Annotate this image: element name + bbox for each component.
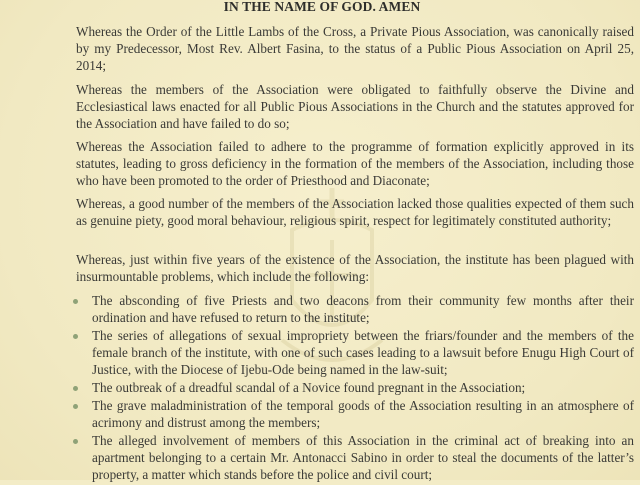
problems-list bbox=[92, 293, 634, 485]
list-item bbox=[92, 293, 634, 327]
whereas-paragraph: Whereas the Association failed to adhere to the programme of formation explicitly approved in its statutes, leading to gross deficiency in the formation of the members of the Association, including those who have been promoted to the order of Priesthood and Diaconate; bbox=[76, 139, 634, 188]
list-item bbox=[92, 328, 634, 378]
bullet-icon bbox=[73, 386, 78, 391]
bullet-icon bbox=[73, 299, 78, 304]
list-item-text: The alleged involvement of members of this Association in the criminal act of breaking into an apartment belonging to a certain Mr. Antonacci Sabino in order to steal the documents of the latter’s property, a matter which stands before the police and civil court; bbox=[92, 433, 634, 482]
list-item-text: The absconding of five Priests and two deacons from their community few months after their ordination and have refused to return to the institute; bbox=[92, 293, 634, 325]
whereas-paragraph: Whereas, a good number of the members of the Association lacked those qualities expected of them such as genuine piety, good moral behaviour, religious spirit, respect for legitimately constituted authority; bbox=[76, 196, 634, 228]
list-item-text: The outbreak of a dreadful scandal of a Novice found pregnant in the Association; bbox=[92, 379, 526, 395]
list-item bbox=[92, 398, 634, 432]
whereas-paragraph: Whereas the members of the Association were obligated to faithfully observe the Divine and Ecclesiastical laws enacted for all Public Pious Associations in the Church and the statutes approved for the Association and have failed to do so; bbox=[76, 82, 634, 131]
whereas-paragraph: Whereas the Order of the Little Lambs of the Cross, a Private Pious Association, was canonically raised by my Predecessor, Most Rev. Albert Fasina, to the status of a Public Pious Association on April 25, 2014; bbox=[76, 24, 634, 73]
list-item-text: The series of allegations of sexual impropriety between the friars/founder and the members of the female branch of the institute, with one of such cases leading to a lawsuit before Enugu High Court of Justice, with the Diocese of Ijebu-Ode being named in the law-suit; bbox=[92, 328, 634, 377]
list-item-text: The grave maladministration of the temporal goods of the Association resulting in an atmosphere of acrimony and distrust among the members; bbox=[92, 398, 634, 431]
whereas-paragraph: Whereas, just within five years of the existence of the Association, the institute has been plagued with insurmountable problems, which include the following: bbox=[76, 252, 634, 284]
list-item bbox=[92, 433, 634, 483]
list-item bbox=[92, 380, 634, 397]
document-heading: IN THE NAME OF GOD. AMEN bbox=[223, 0, 421, 14]
